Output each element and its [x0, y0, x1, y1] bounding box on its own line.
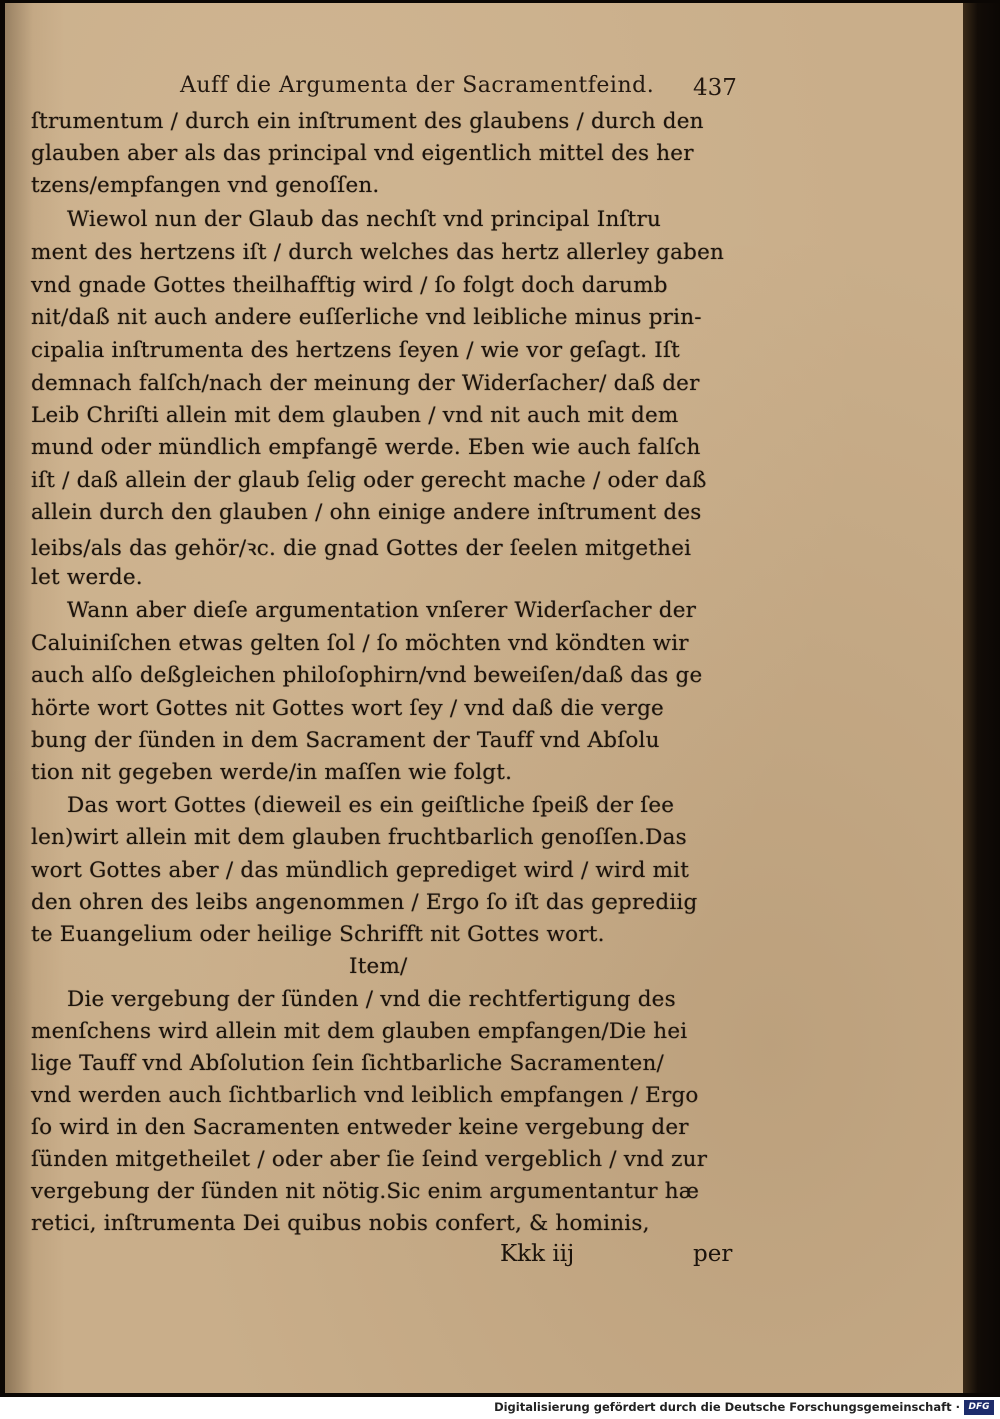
text-line: len)wirt allein mit dem glauben fruchtbarlich genoſſen.Das: [31, 825, 687, 850]
text-line: ſo wird in den Sacramenten entweder keine vergebung der: [31, 1115, 689, 1140]
text-line: let werde.: [31, 565, 143, 590]
dfg-logo-icon: DFG: [964, 1400, 994, 1415]
text-line: auch alſo deßgleichen philoſophirn/vnd beweiſen/daß das ge: [31, 663, 703, 688]
text-line: lige Tauff vnd Abſolution ſein ſichtbarliche Sacramenten/: [31, 1051, 664, 1076]
text-line: vnd werden auch ſichtbarlich vnd leiblich empfangen / Ergo: [31, 1083, 699, 1108]
page-number: 437: [693, 75, 737, 101]
text-line: ſünden mitgetheilet / oder aber ſie ſeind vergeblich / vnd zur: [31, 1147, 708, 1172]
text-line: Wiewol nun der Glaub das nechſt vnd principal Inſtru: [67, 207, 662, 232]
text-line: tion nit gegeben werde/in maſſen wie folgt.: [31, 760, 513, 785]
text-line: Caluiniſchen etwas gelten ſol / ſo möchten vnd köndten wir: [31, 631, 689, 656]
text-line: vnd gnade Gottes theilhafftig wird / ſo folgt doch darumb: [31, 273, 668, 298]
text-line: vergebung der ſünden nit nötig.Sic enim argumentantur hæ: [31, 1179, 700, 1204]
running-head: Auff die Argumenta der Sacramentfeind.: [180, 73, 655, 98]
text-line: cipalia inſtrumenta des hertzens ſeyen / wie vor geſagt. Iſt: [31, 338, 680, 363]
page-edge-shadow: [963, 3, 1000, 1393]
text-line: tzens/empfangen vnd genoſſen.: [31, 173, 380, 198]
text-line: nit/daß nit auch andere euſſerliche vnd leibliche minus prin-: [31, 305, 702, 330]
text-line: glauben aber als das principal vnd eigentlich mittel des her: [31, 141, 694, 166]
text-line: leibs/als das gehör/ꝛc. die gnad Gottes der ſeelen mitgethei: [31, 536, 692, 561]
text-line: Leib Chriſti allein mit dem glauben / vnd nit auch mit dem: [31, 403, 679, 428]
text-line: ſtrumentum / durch ein inſtrument des glaubens / durch den: [31, 109, 704, 134]
text-line: Wann aber dieſe argumentation vnſerer Widerſacher der: [67, 598, 697, 623]
footer-bar: [0, 1397, 1000, 1419]
text-line: retici, inſtrumenta Dei quibus nobis confert, & hominis,: [31, 1211, 650, 1236]
text-line: bung der ſünden in dem Sacrament der Tauff vnd Abſolu: [31, 728, 660, 753]
text-line: mund oder mündlich empfangē werde. Eben wie auch falſch: [31, 435, 701, 460]
text-line: hörte wort Gottes nit Gottes wort ſey / vnd daß die verge: [31, 696, 664, 721]
text-line: Die vergebung der ſünden / vnd die rechtfertigung des: [67, 987, 676, 1012]
text-line: ment des hertzens iſt / durch welches das hertz allerley gaben: [31, 240, 725, 265]
funding-credit: Digitalisierung gefördert durch die Deutsche Forschungsgemeinschaft ·: [494, 1400, 960, 1414]
text-line: menſchens wird allein mit dem glauben empfangen/Die hei: [31, 1019, 688, 1044]
section-heading: Item/: [349, 954, 408, 979]
text-line: demnach falſch/nach der meinung der Widerſacher/ daß der: [31, 371, 700, 396]
text-line: iſt / daß allein der glaub ſelig oder gerecht mache / oder daß: [31, 468, 707, 493]
text-line: den ohren des leibs angenommen / Ergo ſo iſt das geprediig: [31, 890, 698, 915]
text-line: allein durch den glauben / ohn einige andere inſtrument des: [31, 500, 702, 525]
text-line: wort Gottes aber / das mündlich geprediget wird / wird mit: [31, 858, 690, 883]
signature-mark: Kkk iij: [500, 1241, 575, 1267]
text-line: Das wort Gottes (dieweil es ein geiſtliche ſpeiß der ſee: [67, 793, 675, 818]
scanned-page: [5, 3, 963, 1393]
text-line: te Euangelium oder heilige Schrifft nit Gottes wort.: [31, 922, 605, 947]
catchword: per: [693, 1241, 733, 1267]
